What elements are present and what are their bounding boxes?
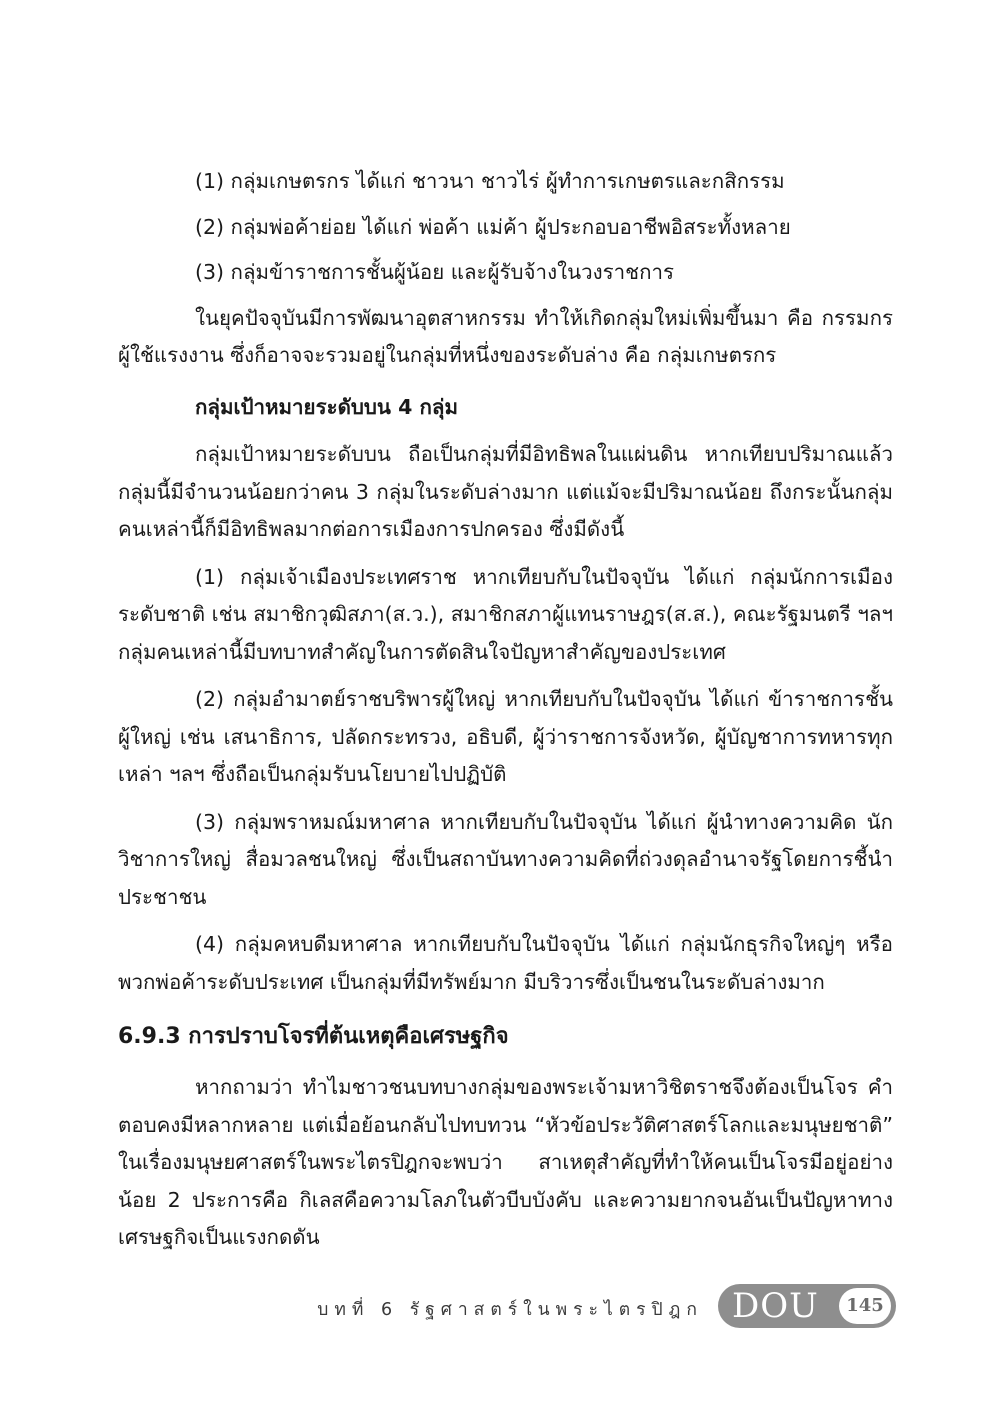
dou-logo: DOU (732, 1286, 819, 1326)
modern-paragraph: ในยุคปัจจุบันมีการพัฒนาอุตสาหกรรม ทำให้เกิดกลุ่มใหม่เพิ่มขึ้นมา คือ กรรมกร ผู้ใช้แรงงาน ซึ่งก็อาจจะรวมอยู่ในกลุ่มที่หนึ่งของระดับล่าง คือ กลุ่มเกษตรกร (118, 305, 893, 367)
subheading: กลุ่มเป้าหมายระดับบน 4 กลุ่ม (195, 394, 458, 419)
section-paragraph: หากถามว่า ทำไมชาวชนบทบางกลุ่มของพระเจ้ามหาวิชิตราชจึงต้องเป็นโจร คำตอบคงมีหลากหลาย แต่เมื่อย้อนกลับไปทบทวน “หัวข้อประวัติศาสตร์โลกและมนุษยชาติ” ในเรื่องมนุษยศาสตร์ในพระไตรปิฎกจะพบว่า สาเหตุสำคัญที่ทำให้คนเป็นโจรมีอยู่อย่างน้อย 2 ประการคือ กิเลสคือความโลภในตัวบีบบังคับ และความยากจนอันเป็นปัญหาทางเศรษฐกิจเป็นแรงกดดัน (118, 1075, 893, 1249)
page-content (118, 163, 893, 1257)
elite-group-2: (2) กลุ่มอำมาตย์ราชบริพารผู้ใหญ่ หากเทียบกับในปัจจุบัน ได้แก่ ข้าราชการชั้นผู้ใหญ่ เช่น เสนาธิการ, ปลัดกระทรวง, อธิบดี, ผู้ว่าราชการจังหวัด, ผู้บัญชาการทหารทุกเหล่า ฯลฯ ซึ่งถือเป็นกลุ่มรับนโยบายไปปฏิบัติ (118, 687, 893, 786)
chapter-title: บทที่ 6 รัฐศาสตร์ในพระไตรปิฎก (317, 1300, 703, 1320)
page-number-circle (839, 1288, 891, 1324)
dou-badge (718, 1284, 896, 1328)
elite-group-4: (4) กลุ่มคหบดีมหาศาล หากเทียบกับในปัจจุบัน ได้แก่ กลุ่มนักธุรกิจใหญ่ๆ หรือ พวกพ่อค้าระดับประเทศ เป็นกลุ่มที่มีทรัพย์มาก มีบริวารซึ่งเป็นชนในระดับล่างมาก (118, 932, 893, 994)
elite-group-1: (1) กลุ่มเจ้าเมืองประเทศราช หากเทียบกับในปัจจุบัน ได้แก่ กลุ่มนักการเมืองระดับชาติ เช่น สมาชิกวุฒิสภา(ส.ว.), สมาชิกสภาผู้แทนราษฎร(ส.ส.), คณะรัฐมนตรี ฯลฯ กลุ่มคนเหล่านี้มีบทบาทสำคัญในการตัดสินใจปัญหาสำคัญของประเทศ (118, 564, 893, 664)
intro-paragraph: กลุ่มเป้าหมายระดับบน ถือเป็นกลุ่มที่มีอิทธิพลในแผ่นดิน หากเทียบปริมาณแล้ว กลุ่มนี้มีจำนวนน้อยกว่าคน 3 กลุ่มในระดับล่างมาก แต่แม้จะมีปริมาณน้อย ถึงกระนั้นกลุ่มคนเหล่านี้ก็มีอิทธิพลมากต่อการเมืองการปกครอง ซึ่งมีดังนี้ (118, 442, 893, 541)
lower-group-3: (3) กลุ่มข้าราชการชั้นผู้น้อย และผู้รับจ้างในวงราชการ (195, 260, 674, 284)
lower-group-2: (2) กลุ่มพ่อค้าย่อย ได้แก่ พ่อค้า แม่ค้า ผู้ประกอบอาชีพอิสระทั้งหลาย (195, 214, 791, 239)
elite-group-3: (3) กลุ่มพราหมณ์มหาศาล หากเทียบกับในปัจจุบัน ได้แก่ ผู้นำทางความคิด นักวิชาการใหญ่ สื่อมวลชนใหญ่ ซึ่งเป็นสถาบันทางความคิดที่ถ่วงดุลอำนาจรัฐโดยการชี้นำประชาชน (118, 809, 893, 909)
page-footer (317, 1283, 900, 1333)
section-heading: 6.9.3 การปราบโจรที่ต้นเหตุคือเศรษฐกิจ (118, 1024, 509, 1049)
lower-group-1: (1) กลุ่มเกษตรกร ได้แก่ ชาวนา ชาวไร่ ผู้ทำการเกษตรและกสิกรรม (195, 169, 785, 193)
page-number: 145 (846, 1295, 884, 1316)
